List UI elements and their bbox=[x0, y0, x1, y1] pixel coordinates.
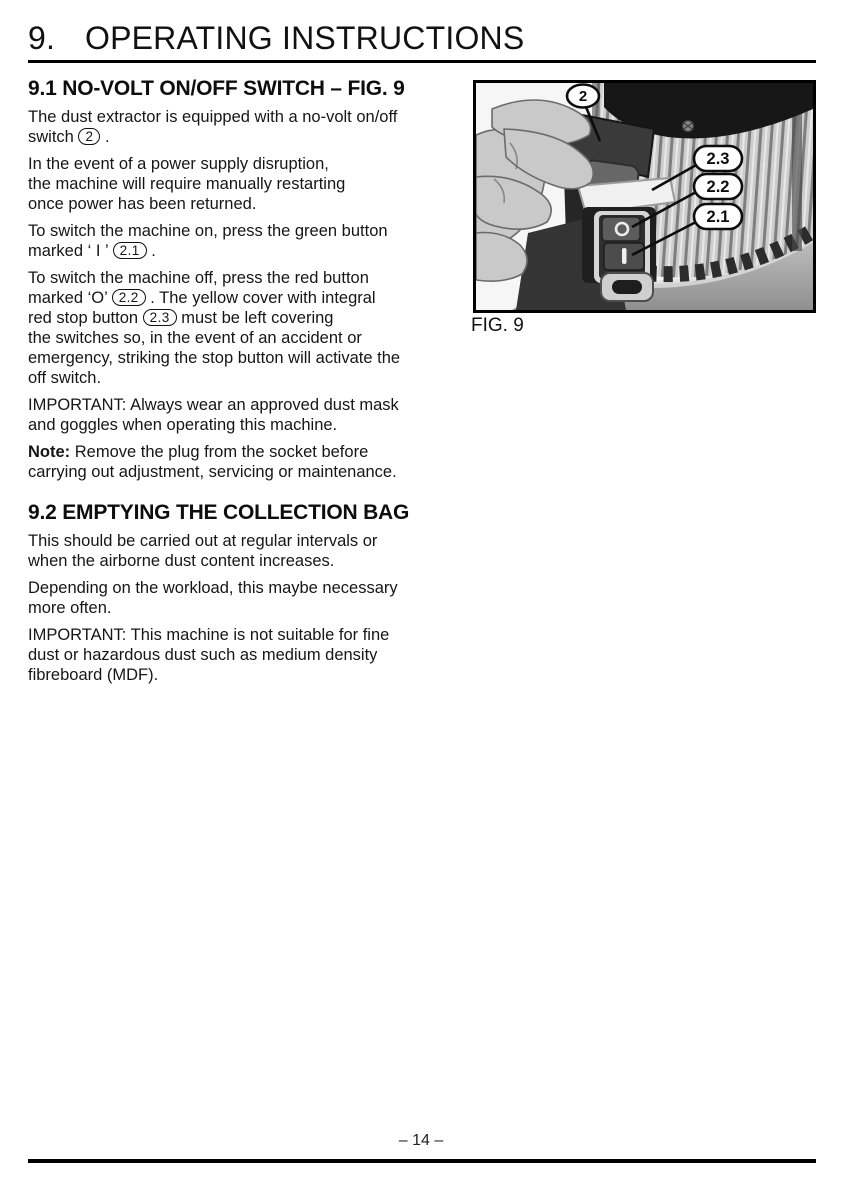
header-divider bbox=[28, 60, 816, 63]
paragraph bbox=[28, 625, 440, 685]
paragraph bbox=[28, 442, 440, 482]
callout-ref: 2 bbox=[78, 128, 100, 145]
svg-text:2.1: 2.1 bbox=[706, 208, 730, 226]
text-run: . bbox=[100, 128, 110, 146]
text-run: off switch. bbox=[28, 369, 102, 387]
text-run: more often. bbox=[28, 599, 112, 617]
text-run: marked ‘ I ’ bbox=[28, 242, 113, 260]
text-run: emergency, striking the stop button will activate the bbox=[28, 349, 401, 367]
text-run: dust or hazardous dust such as medium density bbox=[28, 646, 378, 664]
text-run: the switches so, in the event of an accident or bbox=[28, 329, 362, 347]
text-run: carrying out adjustment, servicing or maintenance. bbox=[28, 463, 397, 481]
text-run: marked ‘O’ bbox=[28, 289, 112, 307]
callout-ref: 2.2 bbox=[112, 289, 146, 306]
paragraph bbox=[28, 395, 440, 435]
text-run: Remove the plug from the socket before bbox=[70, 443, 369, 461]
paragraph bbox=[28, 154, 440, 214]
text-run: To switch the machine off, press the red button bbox=[28, 269, 369, 287]
paragraph bbox=[28, 221, 440, 261]
figure-caption: FIG. 9 bbox=[471, 315, 524, 336]
svg-text:2.2: 2.2 bbox=[706, 178, 730, 196]
text-run: fibreboard (MDF). bbox=[28, 666, 159, 684]
footer-bar bbox=[28, 1159, 816, 1163]
text-run: IMPORTANT: This machine is not suitable for fine bbox=[28, 626, 390, 644]
text-run: once power has been returned. bbox=[28, 195, 257, 213]
bold-text: Note: bbox=[28, 443, 71, 461]
text-run: In the event of a power supply disruption, bbox=[28, 155, 329, 173]
text-run: the machine will require manually restarting bbox=[28, 175, 346, 193]
text-run: To switch the machine on, press the green button bbox=[28, 222, 388, 240]
text-run: red stop button bbox=[28, 309, 143, 327]
text-run: switch bbox=[28, 128, 79, 146]
text-run: . The yellow cover with integral bbox=[145, 289, 376, 307]
text-run: . bbox=[146, 242, 156, 260]
figure-9-photo bbox=[473, 80, 816, 313]
svg-text:2.3: 2.3 bbox=[706, 150, 730, 168]
text-run: when the airborne dust content increases. bbox=[28, 552, 335, 570]
section-9-1-body bbox=[28, 107, 440, 482]
text-column bbox=[28, 76, 440, 692]
paragraph bbox=[28, 107, 440, 147]
callout-ref: 2.3 bbox=[143, 309, 177, 326]
section-heading-9-2: 9.2 EMPTYING THE COLLECTION BAG bbox=[28, 501, 410, 524]
chapter-title: OPERATING INSTRUCTIONS bbox=[85, 20, 525, 56]
text-run: This should be carried out at regular intervals or bbox=[28, 532, 378, 550]
chapter-heading bbox=[28, 20, 816, 57]
off-rocker bbox=[602, 217, 640, 241]
page-number: – 14 – bbox=[398, 1132, 444, 1149]
text-run: must be left covering bbox=[176, 309, 334, 327]
paragraph bbox=[28, 268, 440, 388]
callout-ref: 2.1 bbox=[113, 242, 147, 259]
paragraph bbox=[28, 531, 440, 571]
text-run: and goggles when operating this machine. bbox=[28, 416, 338, 434]
paragraph bbox=[28, 578, 440, 618]
svg-text:2: 2 bbox=[578, 88, 588, 105]
text-run: Depending on the workload, this maybe necessary bbox=[28, 579, 398, 597]
on-symbol bbox=[622, 248, 627, 264]
text-run: IMPORTANT: Always wear an approved dust mask bbox=[28, 396, 399, 414]
section-heading-9-1: 9.1 NO-VOLT ON/OFF SWITCH – FIG. 9 bbox=[28, 77, 405, 100]
text-run: The dust extractor is equipped with a no-volt on/off bbox=[28, 108, 398, 126]
section-9-2-body bbox=[28, 531, 440, 685]
chapter-number: 9. bbox=[28, 20, 56, 56]
figure-9-illustration bbox=[476, 83, 813, 310]
